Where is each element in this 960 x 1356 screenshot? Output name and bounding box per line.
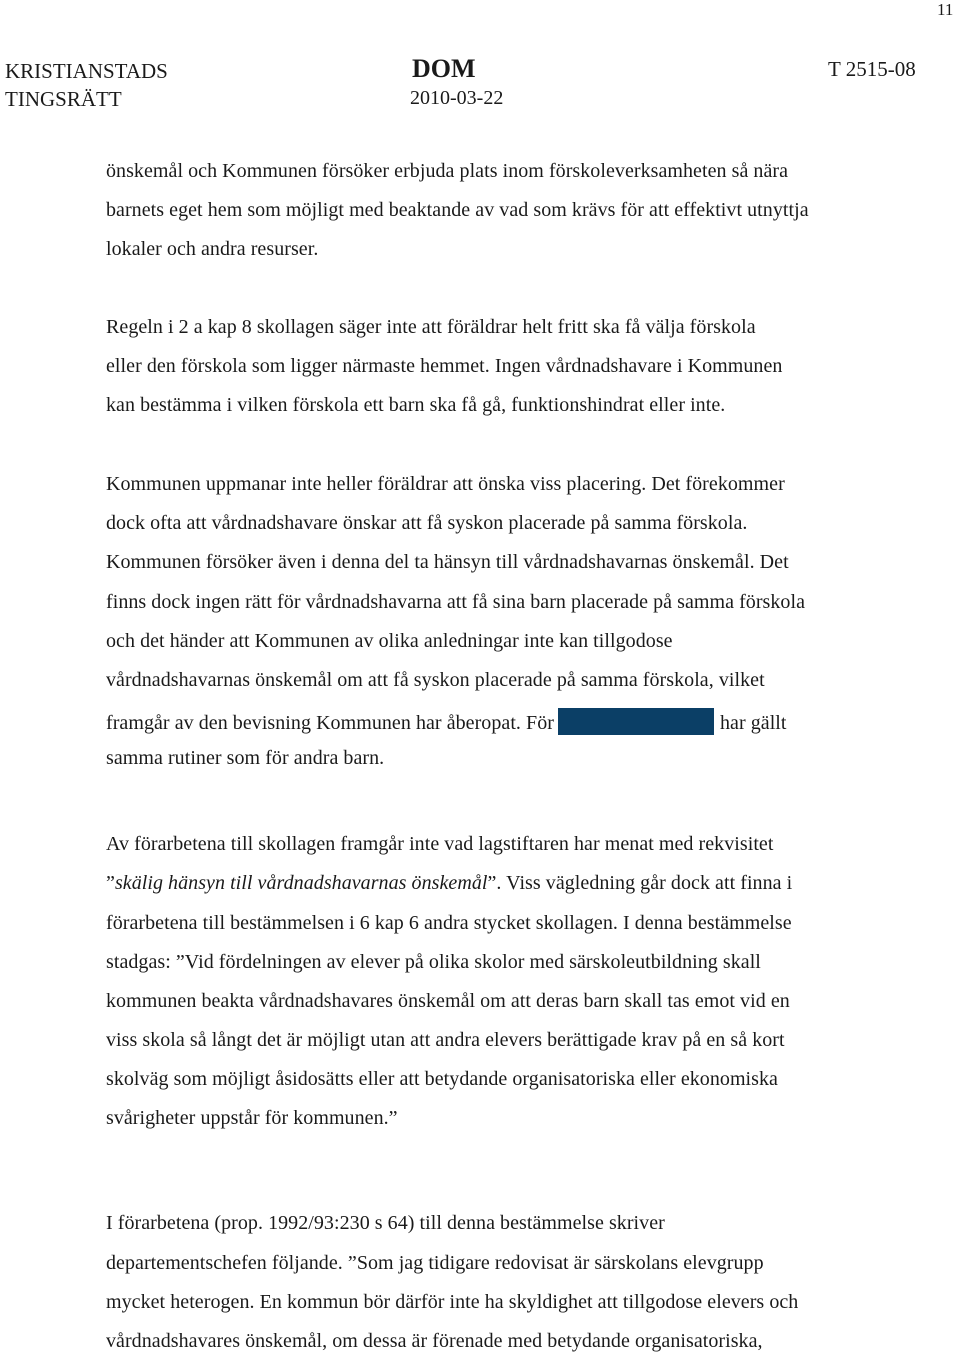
case-number: T 2515-08 (828, 57, 916, 81)
document-type: DOM (412, 54, 476, 83)
body-line: Regeln i 2 a kap 8 skollagen säger inte att föräldrar helt fritt ska få välja förskola (106, 316, 756, 338)
body-line: viss skola så långt det är möjligt utan att andra elevers berättigade krav på en så kort (106, 1029, 785, 1051)
body-line: vårdnadshavares önskemål, om dessa är förenade med betydande organisatoriska, (106, 1330, 763, 1352)
body-line: kommunen beakta vårdnadshavares önskemål om att deras barn skall tas emot vid en (106, 990, 790, 1012)
body-line (106, 872, 792, 895)
court-name-line1: KRISTIANSTADS (5, 59, 168, 83)
line-text: framgår av den bevisning Kommunen har åberopat. För (106, 712, 554, 734)
line-text: har gällt (719, 712, 787, 734)
page-number: 11 (937, 0, 954, 19)
court-name-line2: TINGSRÄTT (5, 87, 122, 111)
body-line: samma rutiner som för andra barn. (106, 747, 385, 769)
quoted-phrase: skälig hänsyn till vårdnadshavarnas önskemål (114, 872, 488, 894)
body-line: skolväg som möjligt åsidosätts eller att betydande organisatoriska eller ekonomiska (106, 1068, 778, 1090)
body-line: barnets eget hem som möjligt med beaktande av vad som krävs för att effektivt utnyttja (106, 199, 809, 221)
body-line: Kommunen uppmanar inte heller föräldrar att önska viss placering. Det förekommer (106, 473, 785, 495)
body-line: dock ofta att vårdnadshavare önskar att få syskon placerade på samma förskola. (106, 512, 748, 534)
document-date: 2010-03-22 (410, 87, 504, 109)
body-line: och det händer att Kommunen av olika anledningar inte kan tillgodose (106, 630, 673, 652)
body-line: kan bestämma i vilken förskola ett barn ska få gå, funktionshindrat eller inte. (106, 394, 726, 416)
body-line: eller den förskola som ligger närmaste hemmet. Ingen vårdnadshavare i Kommunen (106, 355, 783, 377)
body-line: stadgas: ”Vid fördelningen av elever på olika skolor med särskoleutbildning skall (106, 951, 761, 973)
redaction-block (558, 708, 714, 735)
body-line: Av förarbetena till skollagen framgår inte vad lagstiftaren har menat med rekvisitet (106, 833, 774, 855)
body-line: vårdnadshavarnas önskemål om att få syskon placerade på samma förskola, vilket (106, 669, 765, 691)
body-line: Kommunen försöker även i denna del ta hänsyn till vårdnadshavarnas önskemål. Det (106, 551, 789, 573)
open-quote: ” (106, 872, 115, 894)
court-name (5, 57, 168, 113)
body-line: I förarbetena (prop. 1992/93:230 s 64) till denna bestämmelse skriver (106, 1212, 665, 1234)
body-line (106, 708, 787, 735)
body-line: mycket heterogen. En kommun bör därför inte ha skyldighet att tillgodose elevers och (106, 1291, 799, 1313)
body-line: lokaler och andra resurser. (106, 238, 319, 260)
body-line: departementschefen följande. ”Som jag tidigare redovisat är särskolans elevgrupp (106, 1252, 764, 1274)
body-line: önskemål och Kommunen försöker erbjuda plats inom förskoleverksamheten så nära (106, 160, 789, 182)
body-line: svårigheter uppstår för kommunen.” (106, 1107, 398, 1129)
body-line: finns dock ingen rätt för vårdnadshavarna att få sina barn placerade på samma förskola (106, 591, 806, 613)
body-line: förarbetena till bestämmelsen i 6 kap 6 andra stycket skollagen. I denna bestämmelse (106, 912, 792, 934)
line-text: ”. Viss vägledning går dock att finna i (487, 872, 793, 894)
